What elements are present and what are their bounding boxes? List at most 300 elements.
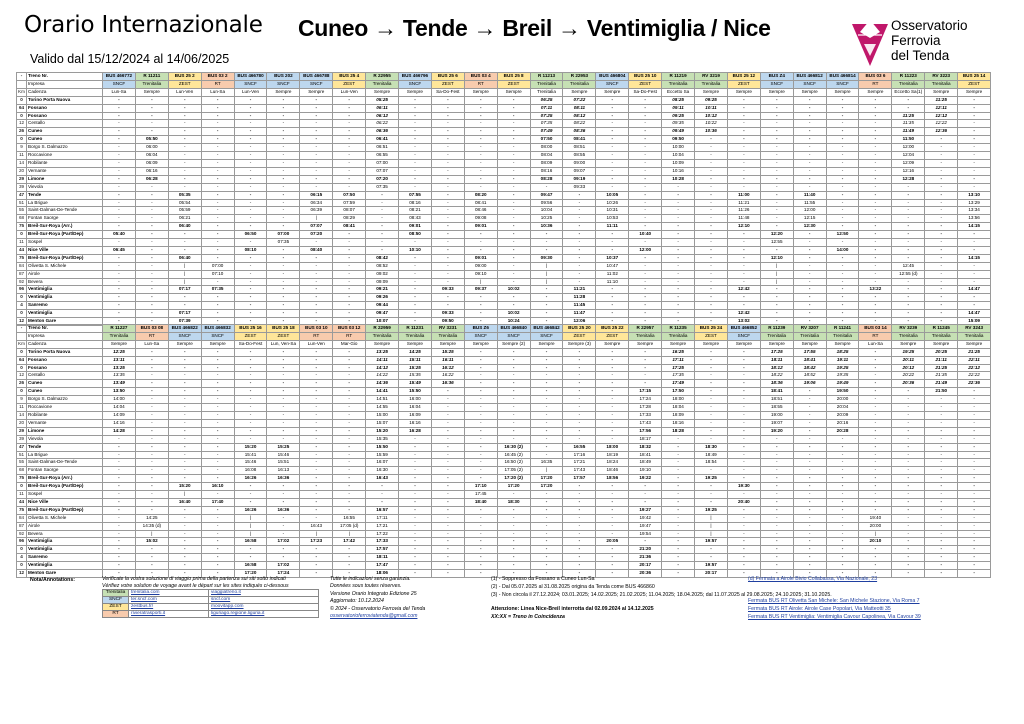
time-cell: - [234,302,267,310]
time-cell: - [333,475,366,483]
time-cell: - [596,554,629,562]
time-cell: - [135,199,168,207]
time-cell: 07:20 [366,175,399,183]
cadence-value: Trenitalia [530,88,563,96]
operator-link-2[interactable]: moovitapp.com [209,604,319,611]
time-cell: - [267,120,300,128]
time-cell: - [333,570,366,578]
stop-olivetta[interactable]: Fermata BUS RT Olivetta San Michele: San Michele Stazione, Via Roma 7 [748,598,920,604]
time-cell: 16:28 [399,427,432,435]
time-cell: - [563,530,596,538]
time-cell: - [399,530,432,538]
time-cell: - [925,191,958,199]
cadence-value: Sempre [201,340,234,348]
time-cell: - [333,104,366,112]
time-cell: - [135,388,168,396]
info-4: Aggiornato: 10.12.2024 [330,598,384,604]
time-cell: - [234,427,267,435]
operator-name: Trenitalia [629,332,662,340]
time-cell: - [333,459,366,467]
time-cell: - [300,562,333,570]
time-cell: - [727,254,760,262]
time-cell: - [103,159,136,167]
info-1: Tutte le indicazioni senza garanzia. [330,576,411,582]
time-cell: - [135,356,168,364]
time-cell: - [103,530,136,538]
time-cell: - [695,136,728,144]
time-cell: 20:11 [892,356,925,364]
time-cell: - [267,183,300,191]
time-cell: 14:51 [366,396,399,404]
time-cell: - [826,254,859,262]
time-cell: - [234,270,267,278]
time-cell: 12:00 [629,246,662,254]
time-cell: - [497,223,530,231]
time-cell: - [399,475,432,483]
operator-name: ZEST [563,332,596,340]
time-cell: 12:12 [925,112,958,120]
time-cell: - [201,96,234,104]
time-cell: - [103,483,136,491]
time-cell: - [530,404,563,412]
time-cell: - [497,356,530,364]
time-cell: 19:20 [760,427,793,435]
km-value: 92 [17,530,27,538]
time-cell: - [464,120,497,128]
operator-link-2[interactable]: sncf.com [209,597,319,604]
time-cell: - [333,491,366,499]
stop-ventimiglia[interactable]: Fermata BUS RT Ventimiglia: Ventimiglia Cavour Capolinea, Via Cavour 39 [748,614,921,620]
time-cell: 17:10 [464,483,497,491]
time-cell: | [695,522,728,530]
time-cell: - [958,278,991,286]
train-number: R 11223 [892,73,925,81]
time-cell: 14:11 [366,356,399,364]
station-name: Vievola [27,435,103,443]
time-cell: - [925,159,958,167]
time-cell: - [234,554,267,562]
km-value: 75 [17,475,27,483]
time-cell: - [201,112,234,120]
station-row [17,451,991,459]
time-cell: 20:36 [629,570,662,578]
time-cell: - [333,419,366,427]
time-cell: - [727,159,760,167]
time-cell: - [267,96,300,104]
time-cell: - [464,419,497,427]
time-cell: - [563,435,596,443]
time-cell: - [497,231,530,239]
d-note[interactable]: (d) Fermata a Airole Bivio Collabassa, Via Nazionale, 23 [748,576,878,582]
km-value: 26 [17,128,27,136]
station-name: Borgo S. Dalmazzo [27,396,103,404]
time-cell: - [300,459,333,467]
time-cell: 06:21 [168,215,201,223]
time-cell: 17:11 [662,356,695,364]
time-cell: - [497,167,530,175]
time-cell: 09:19 [563,175,596,183]
time-cell: - [431,96,464,104]
time-cell: - [333,348,366,356]
time-cell: - [793,451,826,459]
time-cell: - [596,514,629,522]
time-cell: - [234,262,267,270]
time-cell: 20:17 [695,570,728,578]
operator-row [17,332,991,340]
time-cell: - [135,419,168,427]
time-cell: - [267,318,300,326]
operator-link[interactable]: trenitalia.com [129,590,209,597]
time-cell: - [399,554,432,562]
time-cell: - [925,152,958,160]
time-cell: - [333,562,366,570]
time-cell: - [497,570,530,578]
time-cell: 19:25 [892,348,925,356]
time-cell: - [366,191,399,199]
operator-link[interactable]: zestbus.fr/ [129,604,209,611]
time-cell: 09:50 [431,318,464,326]
time-cell: - [793,262,826,270]
km-value: 12 [17,318,27,326]
station-row [17,562,991,570]
time-cell: - [892,427,925,435]
time-cell: - [727,136,760,144]
time-cell: - [234,483,267,491]
station-row [17,530,991,538]
time-cell: - [958,546,991,554]
time-cell: 16:22 [431,372,464,380]
time-cell: - [826,435,859,443]
time-cell: - [135,278,168,286]
time-cell: - [563,348,596,356]
time-cell: - [135,286,168,294]
time-cell: - [497,136,530,144]
time-cell: - [596,506,629,514]
operator-link[interactable]: rivieratrasporti.it [129,611,209,618]
info-2: Données sous toutes réserves. [330,583,402,589]
time-cell: - [103,207,136,215]
time-cell: - [727,144,760,152]
train-number: RV 3231 [431,325,464,333]
time-cell: - [958,159,991,167]
time-cell: 06:00 [135,144,168,152]
km-value: 20 [17,167,27,175]
time-cell: - [464,136,497,144]
time-cell: - [563,388,596,396]
time-cell: - [596,239,629,247]
time-cell: 08:29 [333,215,366,223]
time-cell: - [760,467,793,475]
time-cell: - [464,356,497,364]
station-name: Fontan Saorge [27,215,103,223]
time-cell: - [760,175,793,183]
time-cell: - [431,167,464,175]
time-cell: - [695,491,728,499]
time-cell: - [333,411,366,419]
time-cell: - [103,286,136,294]
time-cell: - [530,427,563,435]
time-cell: - [727,396,760,404]
time-cell: 07:50 [530,136,563,144]
time-cell: 08:07 [333,207,366,215]
time-cell: - [431,152,464,160]
time-cell: 16:55 [333,514,366,522]
time-cell: - [431,246,464,254]
time-cell: - [530,302,563,310]
train-number: BUS 25 4 [333,73,366,81]
time-cell: - [892,191,925,199]
time-cell: - [629,215,662,223]
operator-link[interactable]: ter.sncf.com [129,597,209,604]
time-cell: 16:07 [366,459,399,467]
time-cell: - [859,191,892,199]
time-cell: 06:36 [366,128,399,136]
time-cell: - [234,348,267,356]
time-cell: 09:26 [366,294,399,302]
time-cell: - [629,167,662,175]
station-name: Sospel [27,491,103,499]
time-cell: - [135,475,168,483]
train-number: RV 3243 [958,325,991,333]
time-cell: - [760,207,793,215]
time-cell: - [826,270,859,278]
km-value: 26 [17,380,27,388]
time-cell: - [727,167,760,175]
time-cell: - [135,254,168,262]
time-cell: - [793,538,826,546]
station-row [17,554,991,562]
time-cell: - [892,231,925,239]
time-cell: - [201,388,234,396]
time-cell: - [892,483,925,491]
time-cell: - [464,411,497,419]
time-cell: - [826,294,859,302]
time-cell: - [497,294,530,302]
time-cell: - [859,570,892,578]
time-cell: - [958,136,991,144]
time-cell: - [431,112,464,120]
time-cell: - [727,112,760,120]
time-cell: - [168,475,201,483]
time-cell: - [793,239,826,247]
time-cell: - [168,451,201,459]
station-row [17,522,991,530]
time-cell: 13:11 [103,356,136,364]
operator-name: RT [333,332,366,340]
time-cell: - [530,286,563,294]
time-cell: - [431,491,464,499]
time-cell: 08:10 [234,246,267,254]
time-cell: - [201,348,234,356]
time-cell: 06:51 [366,144,399,152]
time-cell: - [464,183,497,191]
notes-label: Nota/Annotations: [30,577,75,583]
time-cell: - [366,498,399,506]
time-cell: 19:50 [826,388,859,396]
station-row [17,207,991,215]
time-cell: 18:41 [629,451,662,459]
time-cell: - [727,554,760,562]
time-cell: - [925,522,958,530]
time-cell: | [168,262,201,270]
time-cell: - [103,183,136,191]
time-cell: - [596,427,629,435]
time-cell: - [859,223,892,231]
time-cell: - [629,175,662,183]
time-cell: - [530,562,563,570]
time-cell: - [234,380,267,388]
time-cell: - [826,104,859,112]
time-cell: - [300,159,333,167]
time-cell: 08:42 [366,254,399,262]
time-cell: - [497,278,530,286]
station-name: Borgo S. Dalmazzo [27,144,103,152]
time-cell: - [596,419,629,427]
operator-link-2[interactable]: viaggiatreno.it [209,590,319,597]
time-cell: 12:10 [760,254,793,262]
time-cell: - [826,570,859,578]
km-value: 47 [17,191,27,199]
time-cell: - [662,483,695,491]
time-cell: - [760,215,793,223]
time-cell: 18:52 [793,372,826,380]
time-cell: - [629,491,662,499]
time-cell: - [925,302,958,310]
time-cell: - [629,262,662,270]
time-cell: - [695,144,728,152]
time-cell: - [662,318,695,326]
time-cell: - [859,404,892,412]
time-cell: - [925,514,958,522]
time-cell: 13:49 [103,380,136,388]
time-cell: - [267,435,300,443]
time-cell: - [201,546,234,554]
info-email[interactable]: osservatorioferroviatenda@gmail.com [330,613,418,619]
time-cell: - [596,498,629,506]
time-cell: - [168,159,201,167]
time-cell: 13:34 [958,207,991,215]
time-cell: 07:00 [267,231,300,239]
time-cell: - [629,207,662,215]
time-cell: - [727,239,760,247]
time-cell: - [793,167,826,175]
time-cell: - [103,554,136,562]
time-cell: - [760,144,793,152]
station-row [17,262,991,270]
time-cell: - [826,530,859,538]
cadence-value: Lun-Ven [300,340,333,348]
km-cell [17,332,27,340]
time-cell: - [662,459,695,467]
time-cell: - [629,538,662,546]
time-cell: - [103,570,136,578]
operator-name: Trenitalia [892,332,925,340]
time-cell: - [103,491,136,499]
train-number: BUS 466804 [596,73,629,81]
time-cell: - [727,372,760,380]
time-cell: - [497,112,530,120]
time-cell: - [662,231,695,239]
time-cell: - [234,491,267,499]
time-cell: - [234,239,267,247]
time-cell: - [563,270,596,278]
station-name: Limone [27,427,103,435]
time-cell: - [333,294,366,302]
time-cell: - [695,467,728,475]
time-cell: 08:43 [399,215,432,223]
time-cell: 09:01 [464,223,497,231]
time-cell: - [695,427,728,435]
station-name: Fossano [27,104,103,112]
time-cell: 05:59 [168,207,201,215]
time-cell: - [662,183,695,191]
logo-line-3: del Tenda [891,48,950,63]
time-cell: 08:04 [530,152,563,160]
time-cell: - [530,506,563,514]
time-cell: - [234,223,267,231]
time-cell: - [892,286,925,294]
operator-name: Trenitalia [793,332,826,340]
km-value: 11 [17,152,27,160]
time-cell: 16:40 [168,498,201,506]
time-cell: | [760,270,793,278]
time-cell: - [497,514,530,522]
time-cell: 12:25 [103,348,136,356]
time-cell: - [662,278,695,286]
time-cell: - [103,191,136,199]
time-cell: 14:04 [103,404,136,412]
time-cell: - [267,404,300,412]
time-cell: - [727,451,760,459]
operator-link-2[interactable]: liguriago.regione.liguria.it [209,611,319,618]
time-cell: - [497,538,530,546]
time-cell: | [760,278,793,286]
logo-line-2: Ferrovia [891,33,941,48]
time-cell: 20:12 [892,364,925,372]
time-cell: - [333,318,366,326]
time-cell: - [497,491,530,499]
time-cell: - [431,522,464,530]
time-cell: - [103,546,136,554]
time-cell: - [596,246,629,254]
time-cell: - [958,498,991,506]
time-cell: 07:35 [530,120,563,128]
time-cell: - [300,546,333,554]
stop-airole[interactable]: Fermata BUS RT Airole: Airole Case Popolari, Via Matteotti 35 [748,606,891,612]
time-cell: 19:40 [859,514,892,522]
time-cell: 21:50 [925,388,958,396]
time-cell: - [958,262,991,270]
time-cell: 16:13 [267,467,300,475]
time-cell: - [925,215,958,223]
time-cell: 17:11 [366,514,399,522]
time-cell: 11:00 [727,191,760,199]
time-cell: - [563,262,596,270]
time-cell: - [135,310,168,318]
time-cell: - [629,199,662,207]
km-value: 14 [17,159,27,167]
time-cell: - [563,483,596,491]
cadence-row [17,340,991,348]
station-row [17,506,991,514]
time-cell: - [267,270,300,278]
time-cell: - [793,411,826,419]
time-cell: 18:41 [760,388,793,396]
time-cell: 07:20 [300,231,333,239]
km-value: 87 [17,270,27,278]
operator-name: Trenitalia [925,332,958,340]
time-cell: - [135,546,168,554]
